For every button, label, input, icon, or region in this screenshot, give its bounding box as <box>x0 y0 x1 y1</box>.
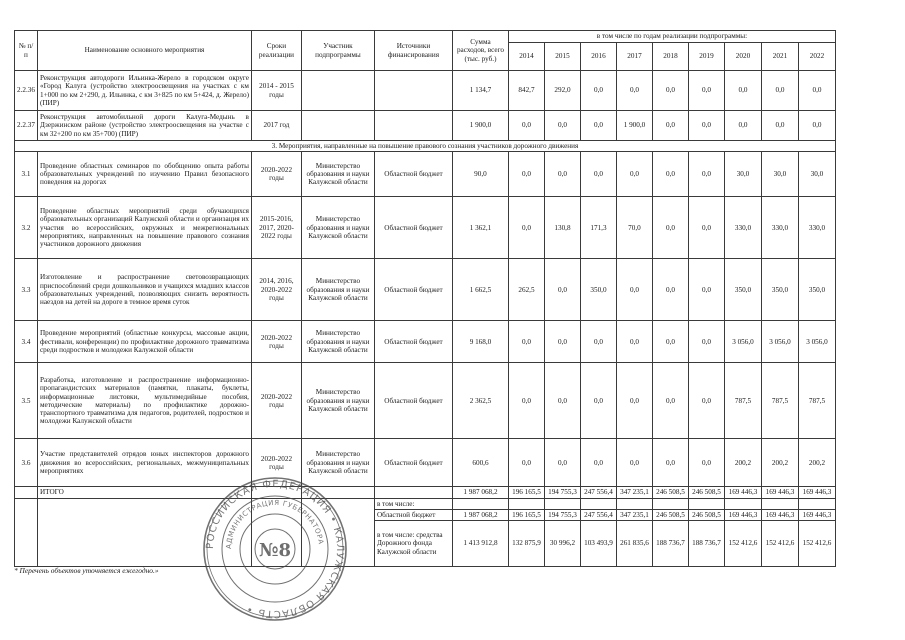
row-year-value: 130,8 <box>544 197 580 259</box>
total-oblast-year-value: 169 446,3 <box>724 509 761 520</box>
row-year-value: 0,0 <box>508 197 544 259</box>
row-year-value: 330,0 <box>798 197 835 259</box>
row-year-value: 0,0 <box>544 259 580 321</box>
row-year-value: 262,5 <box>508 259 544 321</box>
total-oblast-year-value: 347 235,1 <box>616 509 652 520</box>
row-source: Областной бюджет <box>374 321 452 363</box>
total-empty <box>374 487 452 498</box>
row-year-value: 0,0 <box>580 152 616 197</box>
row-year-value: 350,0 <box>724 259 761 321</box>
total-fund-year-value: 188 736,7 <box>652 521 688 567</box>
row-number: 2.2.36 <box>15 71 38 111</box>
row-year-value: 0,0 <box>798 71 835 111</box>
row-year-value: 0,0 <box>616 259 652 321</box>
row-year-value: 330,0 <box>761 197 798 259</box>
row-year-value: 787,5 <box>761 363 798 439</box>
total-oblast-year-value: 196 165,5 <box>508 509 544 520</box>
total-year-value: 246 508,5 <box>688 487 724 498</box>
header-source: Источники финансирования <box>374 31 452 71</box>
row-term: 2020-2022 годы <box>251 152 301 197</box>
row-term: 2020-2022 годы <box>251 439 301 487</box>
row-year-value: 0,0 <box>544 321 580 363</box>
row-number: 3.4 <box>15 321 38 363</box>
row-number: 3.3 <box>15 259 38 321</box>
row-participant <box>301 71 374 111</box>
total-oblast-year-value: 194 755,3 <box>544 509 580 520</box>
row-year-value: 787,5 <box>798 363 835 439</box>
row-term: 2020-2022 годы <box>251 363 301 439</box>
row-year-value: 0,0 <box>580 439 616 487</box>
section-3-title: 3. Мероприятия, направленные на повышение правового сознания участников дорожного движения <box>15 141 836 152</box>
total-incl-empty <box>688 498 724 509</box>
row-participant: Министерство образования и науки Калужской области <box>301 439 374 487</box>
row-year-value: 0,0 <box>616 363 652 439</box>
row-year-value: 171,3 <box>580 197 616 259</box>
row-participant: Министерство образования и науки Калужской области <box>301 259 374 321</box>
total-year-value: 169 446,3 <box>798 487 835 498</box>
row-year-value: 0,0 <box>688 197 724 259</box>
row-source: Областной бюджет <box>374 259 452 321</box>
row-year-value: 0,0 <box>761 111 798 141</box>
row-participant: Министерство образования и науки Калужской области <box>301 152 374 197</box>
row-participant: Министерство образования и науки Калужской области <box>301 197 374 259</box>
row-participant <box>301 111 374 141</box>
row-source: Областной бюджет <box>374 439 452 487</box>
row-year-value: 842,7 <box>508 71 544 111</box>
row-year-value: 0,0 <box>652 439 688 487</box>
row-year-value: 0,0 <box>580 321 616 363</box>
row-year-value: 0,0 <box>580 71 616 111</box>
seal-outer-text: РОССИЙСКАЯ ФЕДЕРАЦИЯ • КАЛУЖСКАЯ ОБЛАСТЬ • <box>204 478 346 620</box>
total-fund-year-value: 261 835,6 <box>616 521 652 567</box>
row-term: 2014, 2016, 2020-2022 годы <box>251 259 301 321</box>
row-year-value: 0,0 <box>508 439 544 487</box>
row-activity-name: Разработка, изготовление и распространение информационно-пропагандистских материалов (памятки, плакаты, буклеты, информационные листовки, мультимедийные пособия, методические материалы) по профилактике дорожно-транспортного травматизма для педагогов, родителей, подростков и молодежи Калужской области <box>37 363 251 439</box>
row-year-value: 0,0 <box>688 111 724 141</box>
row-source: Областной бюджет <box>374 152 452 197</box>
row-activity-name: Изготовление и распространение световозвращающих приспособлений среди дошкольников и учащихся младших классов образовательных учреждений, позволяющих снизить вероятность наездов на детей на дороге в темное время суток <box>37 259 251 321</box>
table-row <box>15 71 836 111</box>
table-row <box>15 197 836 259</box>
header-term: Сроки реализации <box>251 31 301 71</box>
total-fund-year-value: 152 412,6 <box>798 521 835 567</box>
footnote: * Перечень объектов уточняется ежегодно.» <box>14 566 159 575</box>
program-table-sheet <box>14 30 836 567</box>
header-year-2021: 2021 <box>761 43 798 71</box>
row-year-value: 30,0 <box>724 152 761 197</box>
total-oblast-sum: 1 987 068,2 <box>452 509 508 520</box>
header-years-group: в том числе по годам реализации подпрограммы: <box>508 31 835 43</box>
row-activity-name: Участие представителей отрядов юных инспекторов дорожного движения во всероссийских, региональных, межмуниципальных мероприятиях <box>37 439 251 487</box>
total-sum: 1 987 068,2 <box>452 487 508 498</box>
table-row <box>15 259 836 321</box>
total-oblast-year-value: 247 556,4 <box>580 509 616 520</box>
total-fund-year-value: 132 875,9 <box>508 521 544 567</box>
row-year-value: 292,0 <box>544 71 580 111</box>
row-year-value: 350,0 <box>580 259 616 321</box>
table-row <box>15 111 836 141</box>
row-year-value: 0,0 <box>616 152 652 197</box>
row-year-value: 0,0 <box>798 111 835 141</box>
row-sum: 1 662,5 <box>452 259 508 321</box>
row-number: 3.5 <box>15 363 38 439</box>
total-incl-empty <box>452 498 508 509</box>
header-year-2020: 2020 <box>724 43 761 71</box>
row-sum: 9 168,0 <box>452 321 508 363</box>
total-incl-empty <box>15 498 38 567</box>
row-year-value: 0,0 <box>652 152 688 197</box>
header-year-2015: 2015 <box>544 43 580 71</box>
total-incl-empty <box>616 498 652 509</box>
total-year-value: 196 165,5 <box>508 487 544 498</box>
total-incl-empty <box>508 498 544 509</box>
table-row <box>15 439 836 487</box>
total-incl-empty <box>301 498 374 567</box>
total-oblast-year-value: 169 446,3 <box>761 509 798 520</box>
row-year-value: 0,0 <box>652 197 688 259</box>
row-year-value: 70,0 <box>616 197 652 259</box>
row-year-value: 0,0 <box>580 111 616 141</box>
row-year-value: 3 056,0 <box>798 321 835 363</box>
total-empty <box>251 487 301 498</box>
row-year-value: 30,0 <box>761 152 798 197</box>
row-year-value: 0,0 <box>544 111 580 141</box>
row-year-value: 0,0 <box>544 439 580 487</box>
row-activity-name: Проведение мероприятий (областные конкурсы, массовые акции, фестивали, конференции) по профилактике дорожного травматизма среди подростков и молодежи Калужской области <box>37 321 251 363</box>
total-incl-empty <box>580 498 616 509</box>
header-participant: Участник подпрограммы <box>301 31 374 71</box>
program-activities-table <box>14 30 836 567</box>
row-activity-name: Проведение областных мероприятий среди обучающихся образовательных организаций Калужской области и организация их участия во всероссийских, окружных и межрегиональных мероприятиях, направленных на повышение правового сознания участников дорожного движения <box>37 197 251 259</box>
row-activity-name: Проведение областных семинаров по обобщению опыта работы образовательных учреждений по изучению Правил безопасного поведения на дорогах <box>37 152 251 197</box>
row-year-value: 0,0 <box>688 363 724 439</box>
row-year-value: 0,0 <box>544 363 580 439</box>
row-activity-name: Реконструкция автомобильной дороги Калуга-Медынь в Дзержинском районе (устройство электроосвещения на участке с км 32+200 по км 35+700) (ПИР) <box>37 111 251 141</box>
row-year-value: 200,2 <box>761 439 798 487</box>
total-oblast-label: Областной бюджет <box>374 509 452 520</box>
row-year-value: 350,0 <box>798 259 835 321</box>
row-year-value: 0,0 <box>616 439 652 487</box>
header-year-2017: 2017 <box>616 43 652 71</box>
total-row <box>15 487 836 498</box>
row-year-value: 1 900,0 <box>616 111 652 141</box>
row-source: Областной бюджет <box>374 363 452 439</box>
row-year-value: 0,0 <box>724 111 761 141</box>
total-incl-empty <box>37 498 251 567</box>
row-year-value: 787,5 <box>724 363 761 439</box>
row-term: 2014 - 2015 годы <box>251 71 301 111</box>
table-row <box>15 152 836 197</box>
row-year-value: 0,0 <box>652 111 688 141</box>
header-num: № п/п <box>15 31 38 71</box>
total-fund-year-value: 188 736,7 <box>688 521 724 567</box>
row-number: 3.6 <box>15 439 38 487</box>
header-name: Наименование основного мероприятия <box>37 31 251 71</box>
row-term: 2020-2022 годы <box>251 321 301 363</box>
row-year-value: 0,0 <box>508 111 544 141</box>
section-header-row <box>15 141 836 152</box>
header-sum: Сумма расходов, всего (тыс. руб.) <box>452 31 508 71</box>
total-fund-year-value: 103 493,9 <box>580 521 616 567</box>
total-incl-empty <box>544 498 580 509</box>
total-incl-empty <box>798 498 835 509</box>
row-participant: Министерство образования и науки Калужской области <box>301 363 374 439</box>
total-fund-sum: 1 413 912,8 <box>452 521 508 567</box>
row-sum: 1 900,0 <box>452 111 508 141</box>
total-incl-row <box>15 498 836 509</box>
row-activity-name: Реконструкция автодороги Ильинка-Жерело в городском округе «Город Калуга (устройство электроосвещения на участках с км 1+000 по км 2+290, д. Ильинка, с км 3+825 по км 5+424, д. Жерело) (ПИР) <box>37 71 251 111</box>
row-term: 2015-2016, 2017, 2020-2022 годы <box>251 197 301 259</box>
row-participant: Министерство образования и науки Калужской области <box>301 321 374 363</box>
row-number: 3.1 <box>15 152 38 197</box>
row-sum: 2 362,5 <box>452 363 508 439</box>
row-year-value: 200,2 <box>798 439 835 487</box>
total-year-value: 246 508,5 <box>652 487 688 498</box>
row-year-value: 3 056,0 <box>724 321 761 363</box>
row-number: 3.2 <box>15 197 38 259</box>
total-incl-empty <box>724 498 761 509</box>
row-year-value: 0,0 <box>688 321 724 363</box>
row-year-value: 0,0 <box>761 71 798 111</box>
row-year-value: 0,0 <box>616 321 652 363</box>
total-fund-year-value: 152 412,6 <box>761 521 798 567</box>
total-fund-label: в том числе: средства Дорожного фонда Калужской области <box>374 521 452 567</box>
total-year-value: 169 446,3 <box>761 487 798 498</box>
row-year-value: 350,0 <box>761 259 798 321</box>
row-year-value: 0,0 <box>688 152 724 197</box>
row-year-value: 0,0 <box>652 259 688 321</box>
row-sum: 1 362,1 <box>452 197 508 259</box>
row-number: 2.2.37 <box>15 111 38 141</box>
header-year-2019: 2019 <box>688 43 724 71</box>
row-year-value: 0,0 <box>688 439 724 487</box>
row-sum: 600,6 <box>452 439 508 487</box>
total-year-value: 347 235,1 <box>616 487 652 498</box>
table-row <box>15 321 836 363</box>
row-sum: 90,0 <box>452 152 508 197</box>
header-year-2022: 2022 <box>798 43 835 71</box>
row-year-value: 0,0 <box>652 71 688 111</box>
row-year-value: 200,2 <box>724 439 761 487</box>
row-year-value: 30,0 <box>798 152 835 197</box>
total-year-value: 169 446,3 <box>724 487 761 498</box>
seal-inner-text: АДМИНИСТРАЦИЯ ГУБЕРНАТОРА <box>224 498 325 550</box>
row-year-value: 0,0 <box>688 259 724 321</box>
row-source <box>374 71 452 111</box>
total-incl-empty <box>251 498 301 567</box>
total-label: ИТОГО <box>37 487 251 498</box>
row-year-value: 0,0 <box>544 152 580 197</box>
total-incl-empty <box>761 498 798 509</box>
total-oblast-year-value: 246 508,5 <box>688 509 724 520</box>
row-year-value: 0,0 <box>580 363 616 439</box>
row-year-value: 3 056,0 <box>761 321 798 363</box>
row-year-value: 0,0 <box>616 71 652 111</box>
total-incl-label: в том числе: <box>374 498 452 509</box>
total-oblast-year-value: 246 508,5 <box>652 509 688 520</box>
row-source: Областной бюджет <box>374 197 452 259</box>
row-year-value: 0,0 <box>688 71 724 111</box>
row-year-value: 0,0 <box>652 321 688 363</box>
total-num-empty <box>15 487 38 498</box>
total-empty <box>301 487 374 498</box>
row-year-value: 0,0 <box>652 363 688 439</box>
total-fund-year-value: 30 996,2 <box>544 521 580 567</box>
row-term: 2017 год <box>251 111 301 141</box>
row-year-value: 0,0 <box>508 152 544 197</box>
total-year-value: 247 556,4 <box>580 487 616 498</box>
total-fund-year-value: 152 412,6 <box>724 521 761 567</box>
seal-center-number: №8 <box>258 540 292 561</box>
row-year-value: 0,0 <box>508 321 544 363</box>
header-year-2014: 2014 <box>508 43 544 71</box>
row-sum: 1 134,7 <box>452 71 508 111</box>
total-year-value: 194 755,3 <box>544 487 580 498</box>
row-source <box>374 111 452 141</box>
header-year-2018: 2018 <box>652 43 688 71</box>
table-row <box>15 363 836 439</box>
total-oblast-year-value: 169 446,3 <box>798 509 835 520</box>
row-year-value: 0,0 <box>508 363 544 439</box>
header-year-2016: 2016 <box>580 43 616 71</box>
row-year-value: 330,0 <box>724 197 761 259</box>
total-incl-empty <box>652 498 688 509</box>
row-year-value: 0,0 <box>724 71 761 111</box>
